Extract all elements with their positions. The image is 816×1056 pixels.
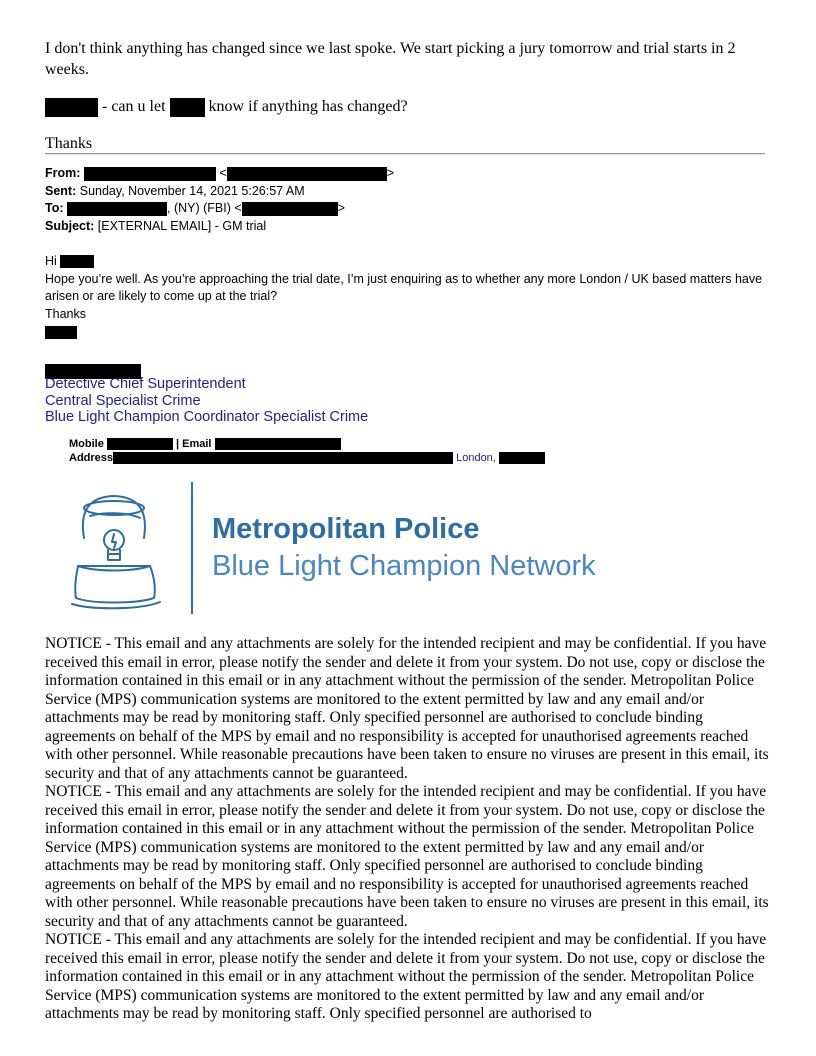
- body-thanks: Thanks: [45, 306, 86, 321]
- redaction-block: [227, 167, 387, 181]
- redaction-block: [67, 202, 167, 216]
- greeting: Hi: [45, 253, 775, 271]
- redaction-block: [84, 167, 216, 181]
- reply-line-1: I don't think anything has changed since we last spoke. We start picking a jury tomorrow and trial starts in 2 weeks.: [45, 40, 736, 78]
- legal-notice: [45, 635, 772, 1024]
- redaction-block: [107, 438, 173, 450]
- notice-paragraph: NOTICE - This email and any attachments are solely for the intended recipient and may be confidential. If you have received this email in error, please notify the sender and delete it from your system. Do not use, copy or disclose the information contained in this email or in any attachment without the permission of the sender. Metropolitan Police Service (MPS) communication systems are monitored to the extent permitted by law and any email and/or attachments may be read by monitoring staff. Only specified personnel are authorised to conclude binding agreements on behalf of the MPS by email and no responsibility is accepted for unauthorised agreements reached with other personnel. While reasonable precautions have been taken to ensure no viruses are present in this email, its security and that of any attachments cannot be guaranteed.: [45, 783, 769, 930]
- logo-subtitle: Blue Light Champion Network: [212, 550, 596, 582]
- signature: [45, 376, 368, 426]
- contact-row-mobile: Mobile | Email: [69, 437, 545, 451]
- logo-title: Metropolitan Police: [212, 513, 480, 545]
- header-sent: Sent: Sunday, November 14, 2021 5:26:57 AM: [45, 183, 305, 198]
- contact-row-address: Address London,: [69, 451, 545, 465]
- redaction-block: [215, 438, 341, 450]
- blue-light-champion-logo: [62, 476, 622, 621]
- sender-initial: [45, 324, 775, 342]
- contact-details: [69, 437, 545, 465]
- email-header: [45, 165, 394, 235]
- header-from: From: < >: [45, 166, 394, 180]
- signature-title-2: Central Specialist Crime: [45, 392, 201, 409]
- redaction-block: [60, 255, 94, 268]
- reply-line-2: - can u let know if anything has changed?: [45, 96, 775, 117]
- redaction-block: [113, 452, 453, 464]
- redaction-block: [242, 202, 338, 216]
- redaction-block: [45, 98, 98, 117]
- redaction-block: [45, 326, 77, 339]
- reply-thanks: Thanks: [45, 135, 93, 152]
- header-subject: Subject: [EXTERNAL EMAIL] - GM trial: [45, 218, 267, 233]
- header-to: To: , (NY) (FBI) < >: [45, 201, 345, 215]
- notice-paragraph: NOTICE - This email and any attachments are solely for the intended recipient and may be confidential. If you have received this email in error, please notify the sender and delete it from your system. Do not use, copy or disclose the information contained in this email or in any attachment without the permission of the sender. Metropolitan Police Service (MPS) communication systems are monitored to the extent permitted by law and any email and/or attachments may be read by monitoring staff. Only specified personnel are authorised to conclude binding agreements on behalf of the MPS by email and no responsibility is accepted for unauthorised agreements reached with other personnel. While reasonable precautions have been taken to ensure no viruses are present in this email, its security and that of any attachments cannot be guaranteed.: [45, 635, 769, 782]
- blue-light-beacon-icon: [62, 476, 622, 621]
- reply-message: [45, 38, 775, 154]
- body-text: Hope you’re well. As you’re approaching the trial date, I’m just enquiring as to whether any more London / UK based matters have arisen or are likely to come up at the trial?: [45, 271, 763, 303]
- signature-title-1: Detective Chief Superintendent: [45, 376, 246, 392]
- redaction-block: [170, 98, 205, 117]
- redaction-block: [499, 452, 545, 464]
- email-body: [45, 253, 775, 342]
- message-divider: [45, 153, 765, 155]
- notice-paragraph: NOTICE - This email and any attachments are solely for the intended recipient and may be confidential. If you have received this email in error, please notify the sender and delete it from your system. Do not use, copy or disclose the information contained in this email or in any attachment without the permission of the sender. Metropolitan Police Service (MPS) communication systems are monitored to the extent permitted by law and any email and/or attachments may be read by monitoring staff. Only specified personnel are authorised to: [45, 931, 767, 1022]
- signature-title-3: Blue Light Champion Coordinator Specialist Crime: [45, 409, 369, 425]
